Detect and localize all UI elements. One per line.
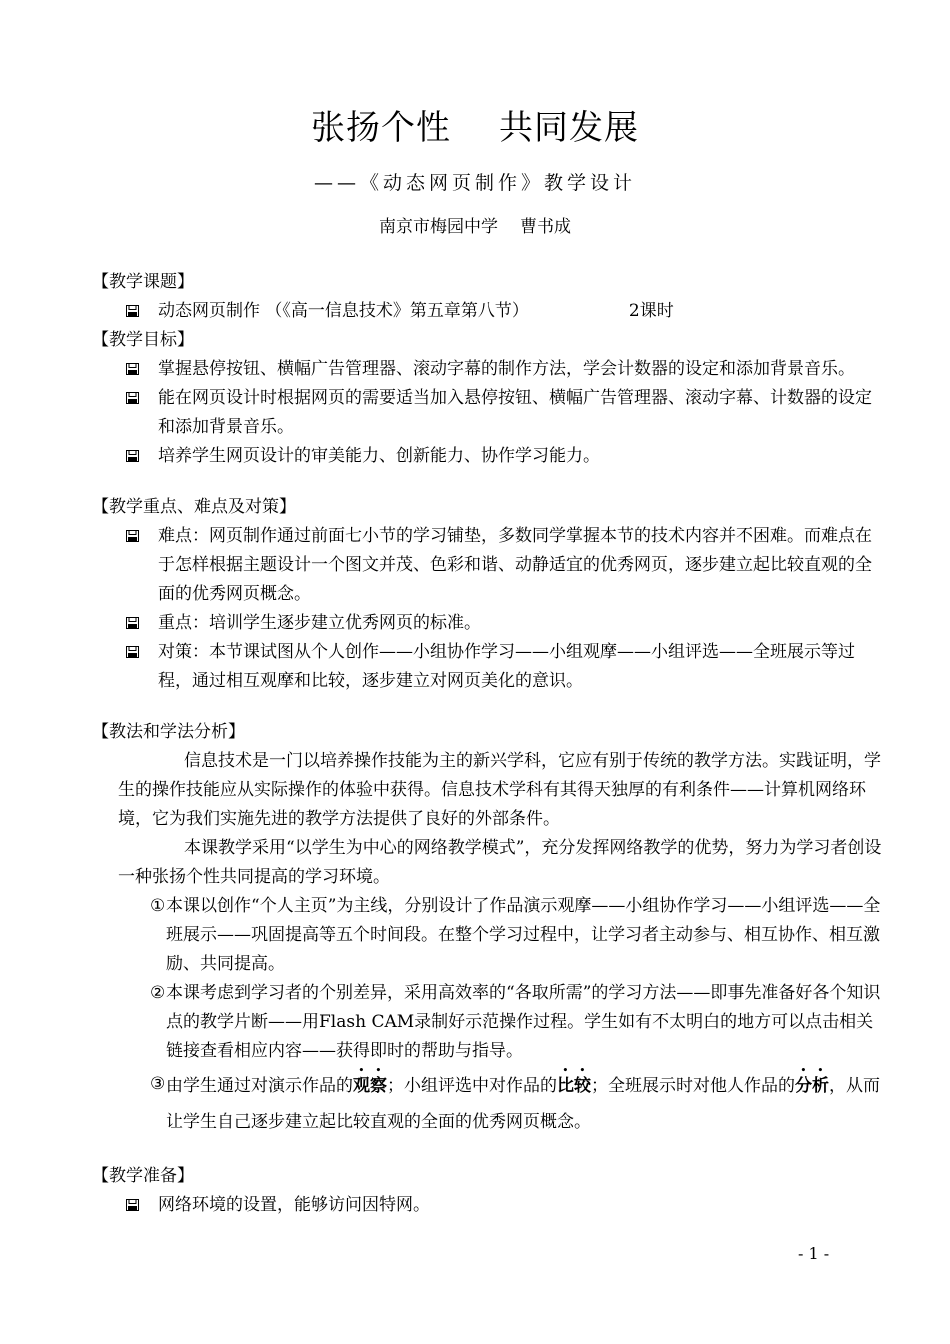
emphasis-compare: 比较 (557, 1076, 591, 1096)
list-item (92, 609, 882, 638)
list-item (92, 1191, 882, 1220)
title-part-a: 张扬个性 (311, 108, 451, 148)
numbered-item (92, 979, 882, 1066)
author-name: 曹书成 (520, 217, 571, 237)
item-text: ，从而让学生自己逐步建立起比较直观的全面的优秀网页概念。 (166, 1076, 880, 1132)
list-item (92, 522, 882, 609)
emphasis-analyze: 分析 (795, 1076, 829, 1096)
author-school: 南京市梅园中学 (379, 217, 498, 237)
section-heading-prep: 【教学准备】 (92, 1166, 194, 1186)
methods-paragraph-1: 信息技术是一门以培养操作技能为主的新兴学科，它应有别于传统的教学方法。实践证明，学生的操作技能应从实际操作的体验中获得。信息技术学科有其得天独厚的有利条件——计算机网络环境，它为我们实施先进的教学方法提供了良好的外部条件。 (118, 751, 881, 829)
numbered-item (92, 1066, 882, 1140)
emphasis-observe: 观察 (353, 1076, 387, 1096)
list-item (92, 638, 882, 696)
author-line (0, 212, 950, 237)
goal-text: 掌握悬停按钮、横幅广告管理器、滚动字幕的制作方法，学会计数器的设定和添加背景音乐。 (158, 359, 855, 379)
focus-text: 对策：本节课试图从个人创作——小组协作学习——小组观摩——小组评选——全班展示等过程，通过相互观摩和比较，逐步建立对网页美化的意识。 (158, 642, 855, 691)
goal-text: 培养学生网页设计的审美能力、创新能力、协作学习能力。 (158, 446, 600, 466)
section-heading-focus: 【教学重点、难点及对策】 (92, 497, 296, 517)
page-title (0, 100, 950, 149)
goal-text: 能在网页设计时根据网页的需要适当加入悬停按钮、横幅广告管理器、滚动字幕、计数器的设定和添加背景音乐。 (158, 388, 872, 437)
prep-text: 网络环境的设置，能够访问因特网。 (158, 1195, 430, 1215)
disk-icon (126, 646, 139, 658)
list-item (92, 297, 882, 326)
item-text: 本课考虑到学习者的个别差异，采用高效率的“各取所需”的学习方法——即事先准备好各个知识点的教学片断——用Flash CAM录制好示范操作过程。学生如有不太明白的地方可以点击相关链接查看相应内容——获得即时的帮助与指导。 (166, 983, 881, 1061)
numbered-item (92, 892, 882, 979)
item-text: ；小组评选中对作品的 (387, 1076, 557, 1096)
disk-icon (126, 363, 139, 375)
disk-icon (126, 305, 139, 317)
list-item (92, 384, 882, 442)
disk-icon (126, 450, 139, 462)
item-text: 本课以创作“个人主页”为主线，分别设计了作品演示观摩——小组协作学习——小组评选——全班展示——巩固提高等五个时间段。在整个学习过程中，让学习者主动参与、相互协作、相互激励、共同提高。 (166, 896, 881, 974)
methods-paragraph-2: 本课教学采用“以学生为中心的网络教学模式”，充分发挥网络教学的优势，努力为学习者创设一种张扬个性共同提高的学习环境。 (118, 838, 882, 887)
document-body (92, 268, 882, 1220)
list-item (92, 442, 882, 471)
disk-icon (126, 617, 139, 629)
disk-icon (126, 1199, 139, 1211)
focus-text: 难点：网页制作通过前面七小节的学习铺垫，多数同学掌握本节的技术内容并不困难。而难点在于怎样根据主题设计一个图文并茂、色彩和谐、动静适宜的优秀网页，逐步建立起比较直观的全面的优秀网页概念。 (158, 526, 872, 604)
focus-text: 重点：培训学生逐步建立优秀网页的标准。 (158, 613, 481, 633)
item-number: ① (150, 896, 166, 916)
topic-text: 动态网页制作 （《高一信息技术》第五章第八节） (158, 301, 529, 321)
disk-icon (126, 530, 139, 542)
list-item (92, 355, 882, 384)
section-heading-methods: 【教法和学法分析】 (92, 722, 245, 742)
title-part-b: 共同发展 (499, 108, 639, 148)
page-number: - 1 - (798, 1244, 830, 1263)
section-heading-goals: 【教学目标】 (92, 330, 194, 350)
item-text: ；全班展示时对他人作品的 (591, 1076, 795, 1096)
item-number: ③ (150, 1074, 166, 1094)
topic-hours: 2课时 (628, 301, 674, 321)
item-number: ② (150, 983, 166, 1003)
item-text: 由学生通过对演示作品的 (166, 1076, 353, 1096)
section-heading-topic: 【教学课题】 (92, 272, 194, 292)
disk-icon (126, 392, 139, 404)
page-subtitle: ——《动态网页制作》教学设计 (313, 172, 636, 194)
